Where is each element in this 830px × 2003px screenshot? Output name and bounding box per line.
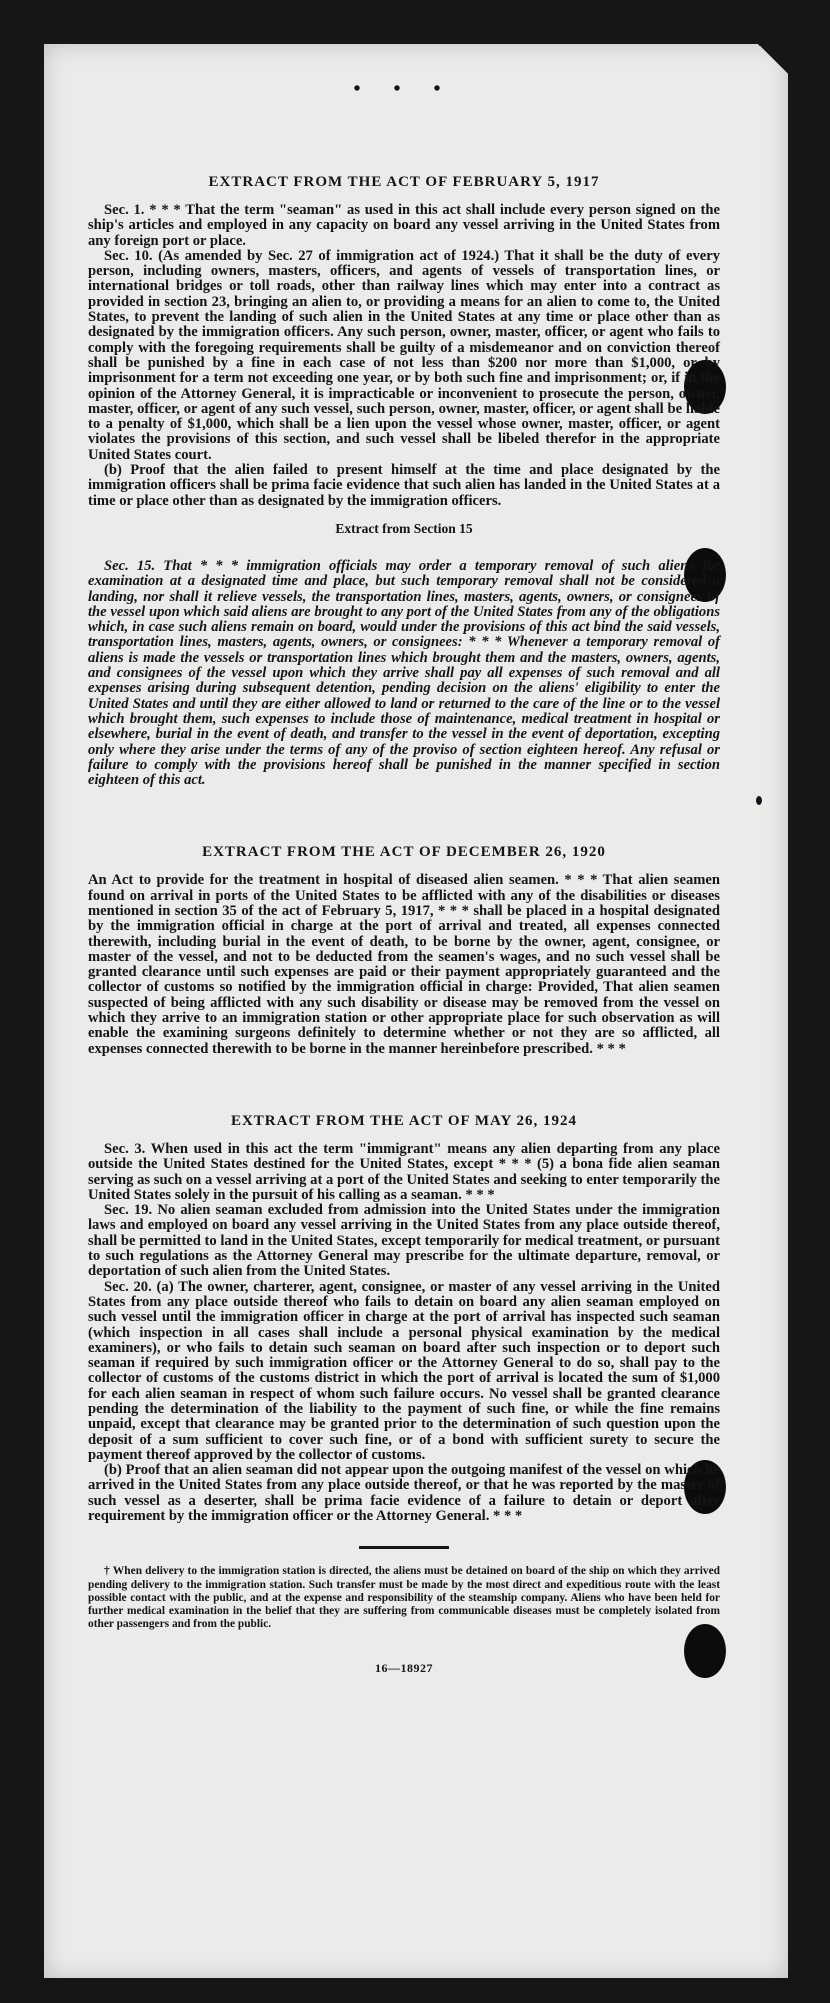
section-15-title: Extract from Section 15: [335, 520, 473, 536]
act-1917-section: [88, 174, 720, 509]
act-1917-title: EXTRACT FROM THE ACT OF FEBRUARY 5, 1917: [208, 174, 600, 190]
act-1917-sec-10: Sec. 10. (As amended by Sec. 27 of immigration act of 1924.) That it shall be the duty of every person, including owners, masters, officers, and agents of vessels of transportation lines, or international bridges or toll roads, other than railway lines which may enter into a contract as provided in section 23, bringing an alien to, or providing a means for an alien to come to, the United States, to prevent the landing of such alien in the United States at any time or place other than as designated by the immigration officers. Any such person, owner, master, officer, or agent who fails to comply with the foregoing requirements shall be guilty of a misdemeanor and on conviction thereof shall be punished by a fine in each case of not less than $200 nor more than $1,000, or by imprisonment for a term not exceeding one year, or by both such fine and imprisonment; or, if in the opinion of the Attorney General, it is impracticable or inconvenient to prosecute the person, owner, master, officer, or agent of any such vessel, such person, owner, master, officer, or agent shall be liable to a penalty of $1,000, which shall be a lien upon the vessel whose owner, master, officer, or agent violates the provisions of this section, and such vessel shall be libeled therefor in the appropriate United States court.: [88, 247, 720, 463]
act-1924-sec-3: Sec. 3. When used in this act the term "immigrant" means any alien departing from any place outside the United States destined for the United States, except * * * (5) a bona fide alien seaman serving as such on a vessel arriving at a port of the United States and seeking to enter temporarily the United States solely in the pursuit of his calling as a seaman. * * *: [88, 1140, 720, 1203]
act-1920-title: EXTRACT FROM THE ACT OF DECEMBER 26, 1920: [202, 844, 606, 861]
act-1920-text: An Act to provide for the treatment in hospital of diseased alien seamen. * * * That alien seamen found on arrival in ports of the United States to be afflicted with any of the disabilities or diseases mentioned in section 35 of the act of February 5, 1917, * * * shall be placed in a hospital designated by the immigration official in charge at the port of arrival and treated, all expenses connected therewith, including burial in the event of death, to be borne by the owner, agent, consignee, or master of the vessel, and not to be deducted from the seamen's wages, and no such vessel shall be granted clearance until such expenses are paid or their payment appropriately guaranteed and the collector of customs so notified by the immigration official in charge: Provided, That alien seamen suspected of being afflicted with any such disability or disease may be removed from the vessel on which they arrive to an immigration station or other appropriate place for such observation as will enable the examining surgeons definitely to determine whether or not they are so afflicted, all expenses connected therewith to be borne in the manner hereinbefore prescribed. * * *: [88, 872, 720, 1057]
act-1924-sec-19: Sec. 19. No alien seaman excluded from admission into the United States under the immigration laws and employed on board any vessel arriving in the United States from any place outside thereof, shall be permitted to land in the United States, except temporarily for medical treatment, or pursuant to such regulations as the Attorney General may prescribe for the ultimate departure, removal, or deportation of such alien from the United States.: [88, 1202, 720, 1280]
form-number: 16—18927: [375, 1661, 433, 1676]
section-15-text: Sec. 15. That * * * immigration officials may order a temporary removal of such aliens for examination at a designated time and place, but such temporary removal shall not be considered a landing, nor shall it relieve vessels, the transportation lines, masters, agents, owners, or consignees of the vessel upon which said aliens are brought to any port of the United States from any of the obligations which, in case such aliens remain on board, would under the provisions of this act bind the said vessels, transportation lines, masters, agents, owners, or consignees: * * * Whenever a temporary removal of aliens is made the vessels or transportation lines which brought them and the masters, owners, agents, and consignees of the vessel upon which they arrive shall pay all expenses of such removal and all expenses arising during subsequent detention, pending decision on the aliens' eligibility to enter the United States and until they are either allowed to land or returned to the care of the line or to the vessel which brought them, such expenses to include those of maintenance, medical treatment in hospital or elsewhere, burial in the event of death, and transfer to the vessel in the event of deportation, excepting only where they arise under the terms of any of the proviso of section eighteen hereof. Any refusal or failure to comply with the provisions hereof shall be punished in the manner specified in section eighteen of this act.: [88, 557, 720, 789]
divider: [359, 1546, 449, 1549]
act-1917-sec-1: Sec. 1. * * * That the term "seaman" as used in this act shall include every person signed on the ship's articles and employed in any capacity on board any vessel arriving in the United States from any foreign port or place.: [88, 202, 720, 249]
footnote-section: [88, 1565, 720, 1631]
act-1924-title: EXTRACT FROM THE ACT OF MAY 26, 1924: [230, 1112, 578, 1129]
margin-mark: [756, 796, 762, 805]
document-content: [88, 78, 720, 1676]
act-1924-sec-20-a: Sec. 20. (a) The owner, charterer, agent, consignee, or master of any vessel arriving in the United States from any place outside thereof who fails to detain on board any alien seaman employed on such vessel until the immigration officer in charge at the port of arrival has inspected such seaman (which inspection in all cases shall include a personal physical examination by the medical examiners), or who fails to detain such seaman on board after such inspection or to deport such seaman if required by such immigration officer or the Attorney General to do so, shall pay to the collector of customs of the customs district in which the port of arrival is located the sum of $1,000 for each alien seaman in respect of whom such failure occurs. No vessel shall be granted clearance pending the determination of the liability to the payment of such fine, or while the fine remains unpaid, except that clearance may be granted prior to the determination of such question upon the deposit of a sum sufficient to cover such fine, or of a bond with sufficient surety to secure the payment thereof approved by the collector of customs.: [88, 1278, 720, 1463]
section-15: [88, 521, 720, 788]
footnote-text: † When delivery to the immigration station is directed, the aliens must be detained on board of the ship on which they arrived pending delivery to the immigration station. Such transfer must be made by the most direct and expeditious route with the least possible contact with the public, and at the expense and responsibility of the steamship company. Aliens who have been held for further medical examination in the belief that they are suffering from communicable diseases must be completely isolated from other passengers and from the public.: [88, 1565, 720, 1631]
act-1917-sec-10-b: (b) Proof that the alien failed to present himself at the time and place designated by the immigration officers shall be prima facie evidence that such alien has landed in the United States at a time or place other than as designated by the immigration officers.: [88, 462, 720, 509]
top-marks: • • •: [353, 78, 455, 100]
act-1924-sec-20-b: (b) Proof that an alien seaman did not appear upon the outgoing manifest of the vessel on which he arrived in the United States from any place outside thereof, or that he was reported by the master of such vessel as a deserter, shall be prima facie evidence of a failure to detain or deport after requirement by the immigration officer or the Attorney General. * * *: [88, 1462, 720, 1525]
folded-corner: [756, 42, 790, 76]
act-1920-section: [88, 844, 720, 1057]
act-1924-section: [88, 1113, 720, 1524]
